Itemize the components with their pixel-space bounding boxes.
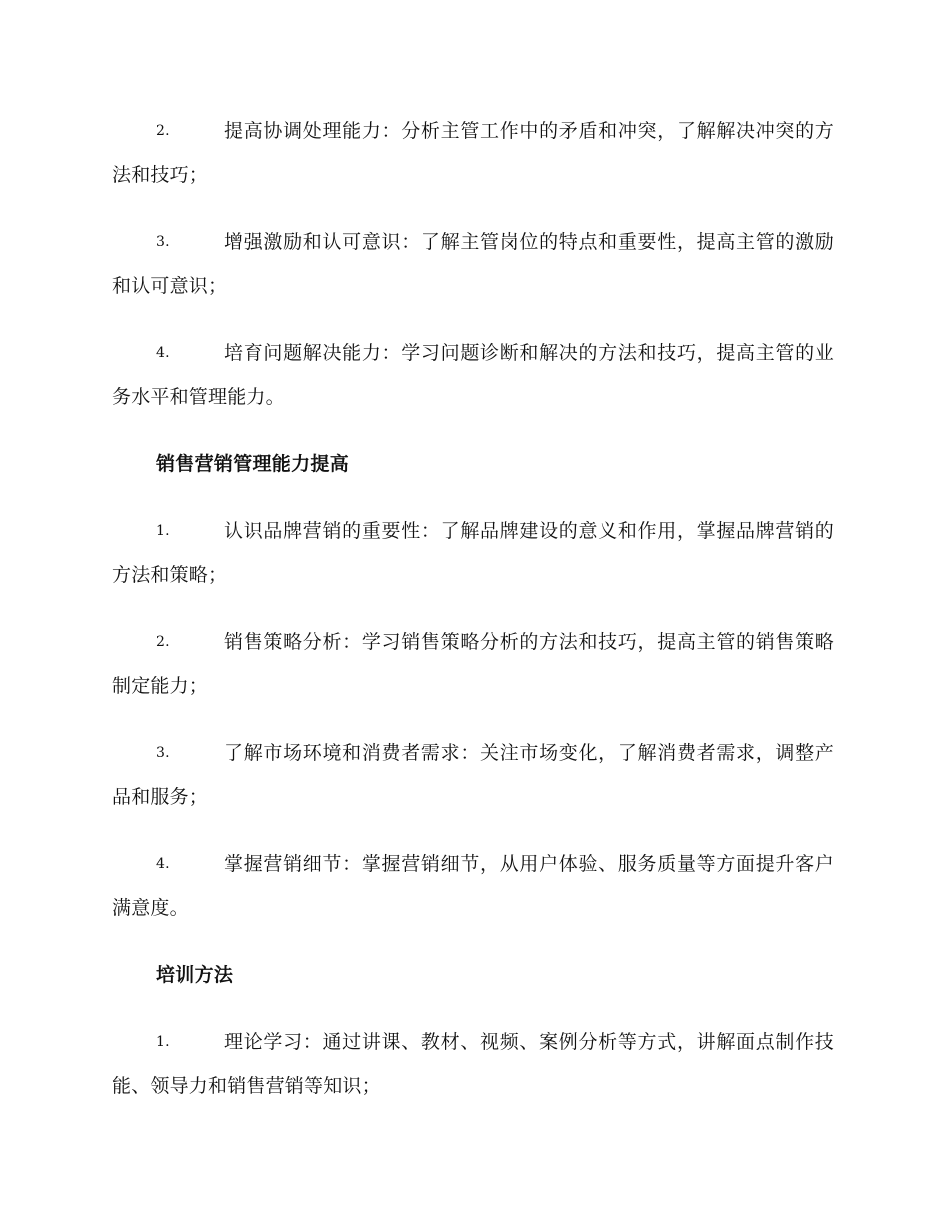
list-item-text: 培育问题解决能力：学习问题诊断和解决的方法和技巧，提高主管的业务水平和管理能力。 — [112, 342, 834, 408]
list-item-number: 1. — [156, 523, 170, 539]
list-item-text: 了解市场环境和消费者需求：关注市场变化，了解消费者需求，调整产品和服务； — [112, 742, 834, 808]
list-item — [112, 620, 834, 708]
list-item-number: 2. — [156, 123, 170, 139]
document-body — [112, 109, 834, 1131]
list-item — [112, 731, 834, 819]
list-item-text: 理论学习：通过讲课、教材、视频、案例分析等方式，讲解面点制作技能、领导力和销售营销等知识； — [112, 1031, 834, 1097]
list-item — [112, 109, 834, 197]
list-item — [112, 509, 834, 597]
list-item-text: 认识品牌营销的重要性：了解品牌建设的意义和作用，掌握品牌营销的方法和策略； — [112, 520, 834, 586]
section-heading-sales-marketing: 销售营销管理能力提高 — [156, 453, 350, 475]
list-item-text: 提高协调处理能力：分析主管工作中的矛盾和冲突，了解解决冲突的方法和技巧； — [112, 120, 834, 186]
list-item — [112, 842, 834, 930]
list-item-text: 掌握营销细节：掌握营销细节，从用户体验、服务质量等方面提升客户满意度。 — [112, 853, 834, 919]
list-item-number: 4. — [156, 856, 170, 872]
list-item-text: 销售策略分析：学习销售策略分析的方法和技巧，提高主管的销售策略制定能力； — [112, 631, 834, 697]
list-item-number: 4. — [156, 345, 170, 361]
list-item-number: 1. — [156, 1034, 170, 1050]
section-heading-training-methods: 培训方法 — [156, 964, 234, 986]
list-item-number: 3. — [156, 234, 170, 250]
list-item-text: 增强激励和认可意识：了解主管岗位的特点和重要性，提高主管的激励和认可意识； — [112, 231, 834, 297]
list-item — [112, 220, 834, 308]
list-item-number: 3. — [156, 745, 170, 761]
list-item — [112, 331, 834, 419]
list-item-number: 2. — [156, 634, 170, 650]
list-item — [112, 1020, 834, 1108]
